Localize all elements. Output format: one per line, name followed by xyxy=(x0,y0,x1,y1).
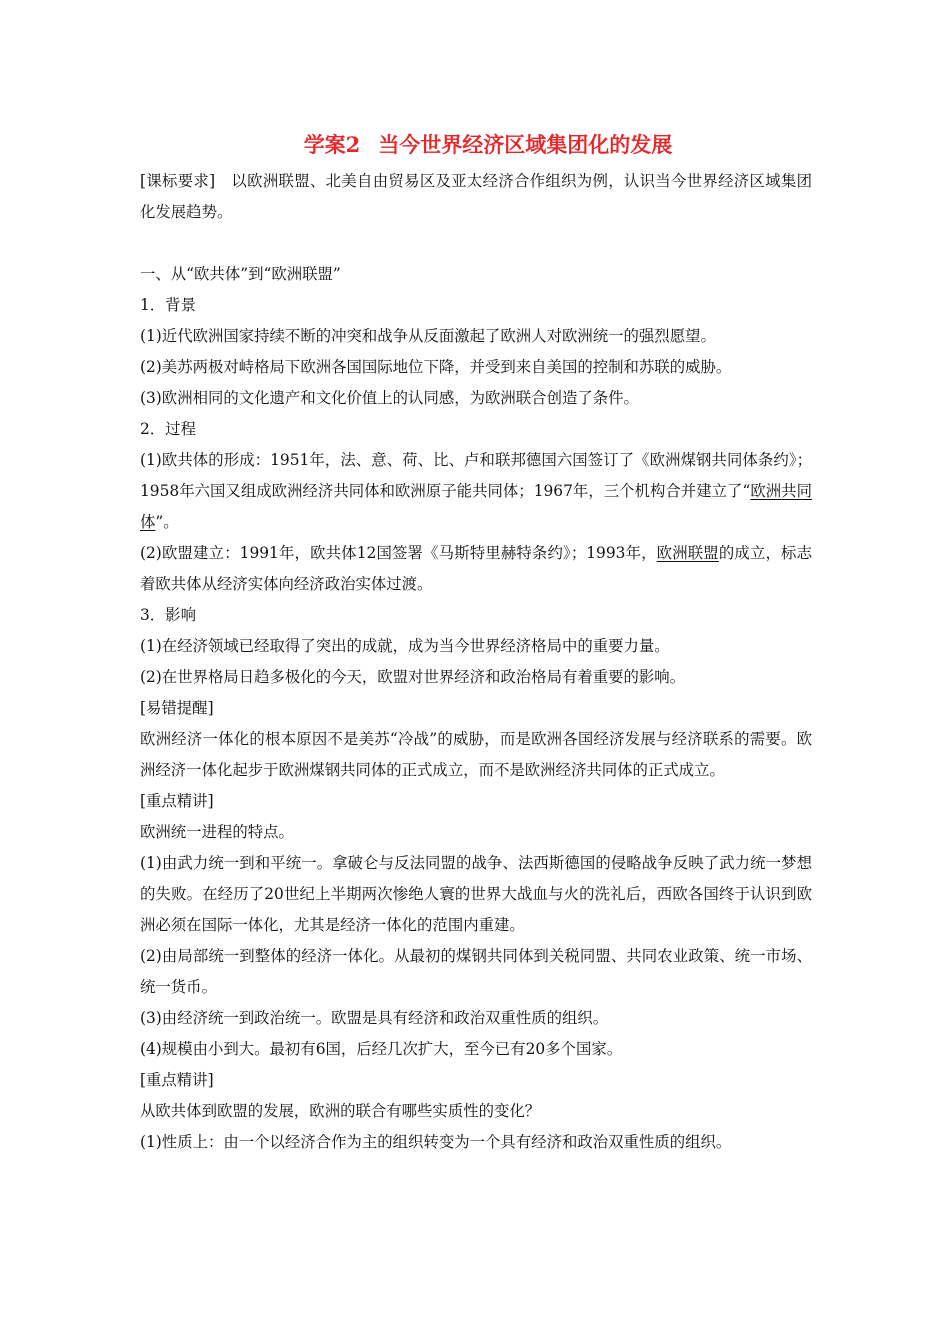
background-heading: 1．背景 xyxy=(140,296,196,314)
impact-heading: 3．影响 xyxy=(140,606,196,624)
section-heading: 一、从“欧共体”到“欧洲联盟” xyxy=(140,265,341,283)
impact-item: (2)在世界格局日趋多极化的今天，欧盟对世界经济和政治格局有着重要的影响。 xyxy=(140,668,686,686)
underlined-term: 欧洲共同体 xyxy=(140,482,812,531)
key-points-intro: 欧洲统一进程的特点。 xyxy=(140,823,294,841)
key-point-item: (3)由经济统一到政治统一。欧盟是具有经济和政治双重性质的组织。 xyxy=(140,1009,609,1027)
title-text: 当今世界经济区域集团化的发展 xyxy=(378,132,673,157)
key-points-tag: [重点精讲] xyxy=(140,1071,214,1089)
background-item: (3)欧洲相同的文化遗产和文化价值上的认同感，为欧洲联合创造了条件。 xyxy=(140,389,639,407)
reminder-text: 欧洲经济一体化的根本原因不是美苏“冷战”的威胁，而是欧洲各国经济发展与经济联系的需要。欧洲经济一体化起步于欧洲煤钢共同体的正式成立，而不是欧洲经济共同体的正式成立。 xyxy=(140,730,812,779)
key-point-item: (2)由局部统一到整体的经济一体化。从最初的煤钢共同体到关税同盟、共同农业政策、统一市场、统一货币。 xyxy=(140,947,812,996)
title-prefix: 学案2 xyxy=(303,132,361,157)
process-item: (1)欧共体的形成：1951年，法、意、荷、比、卢和联邦德国六国签订了《欧洲煤钢共同体条约》；1958年六国又组成欧洲经济共同体和欧洲原子能共同体；1967年，三个机构合并建立了“欧洲共同体”。 xyxy=(140,451,812,531)
underlined-term: 欧洲联盟 xyxy=(656,544,719,562)
process-heading: 2．过程 xyxy=(140,420,196,438)
background-item: (1)近代欧洲国家持续不断的冲突和战争从反面激起了欧洲人对欧洲统一的强烈愿望。 xyxy=(140,327,716,345)
process-item: (2)欧盟建立：1991年，欧共体12国签署《马斯特里赫特条约》；1993年，欧洲联盟的成立，标志着欧共体从经济实体向经济政治实体过渡。 xyxy=(140,544,812,593)
key-points-question: 从欧共体到欧盟的发展，欧洲的联合有哪些实质性的变化？ xyxy=(140,1102,541,1120)
impact-item: (1)在经济领域已经取得了突出的成就，成为当今世界经济格局中的重要力量。 xyxy=(140,637,670,655)
key-points-tag: [重点精讲] xyxy=(140,792,214,810)
reminder-tag: [易错提醒] xyxy=(140,699,214,717)
document-page xyxy=(140,126,812,1158)
curriculum-text: 以欧洲联盟、北美自由贸易区及亚太经济合作组织为例，认识当今世界经济区域集团化发展趋势。 xyxy=(140,172,812,221)
key-point-item: (4)规模由小到大。最初有6国，后经几次扩大，至今已有20多个国家。 xyxy=(140,1040,623,1058)
background-item: (2)美苏两极对峙格局下欧洲各国国际地位下降，并受到来自美国的控制和苏联的威胁。 xyxy=(140,358,732,376)
curriculum-requirement xyxy=(140,166,812,228)
key-point-item: (1)性质上：由一个以经济合作为主的组织转变为一个具有经济和政治双重性质的组织。 xyxy=(140,1133,732,1151)
page-title xyxy=(140,126,812,164)
key-point-item: (1)由武力统一到和平统一。拿破仑与反法同盟的战争、法西斯德国的侵略战争反映了武力统一梦想的失败。在经历了20世纪上半期两次惨绝人寰的世界大战血与火的洗礼后，西欧各国终于认识到欧洲必须在国际一体化，尤其是经济一体化的范围内重建。 xyxy=(140,854,812,934)
curriculum-tag: [课标要求] xyxy=(140,172,216,190)
